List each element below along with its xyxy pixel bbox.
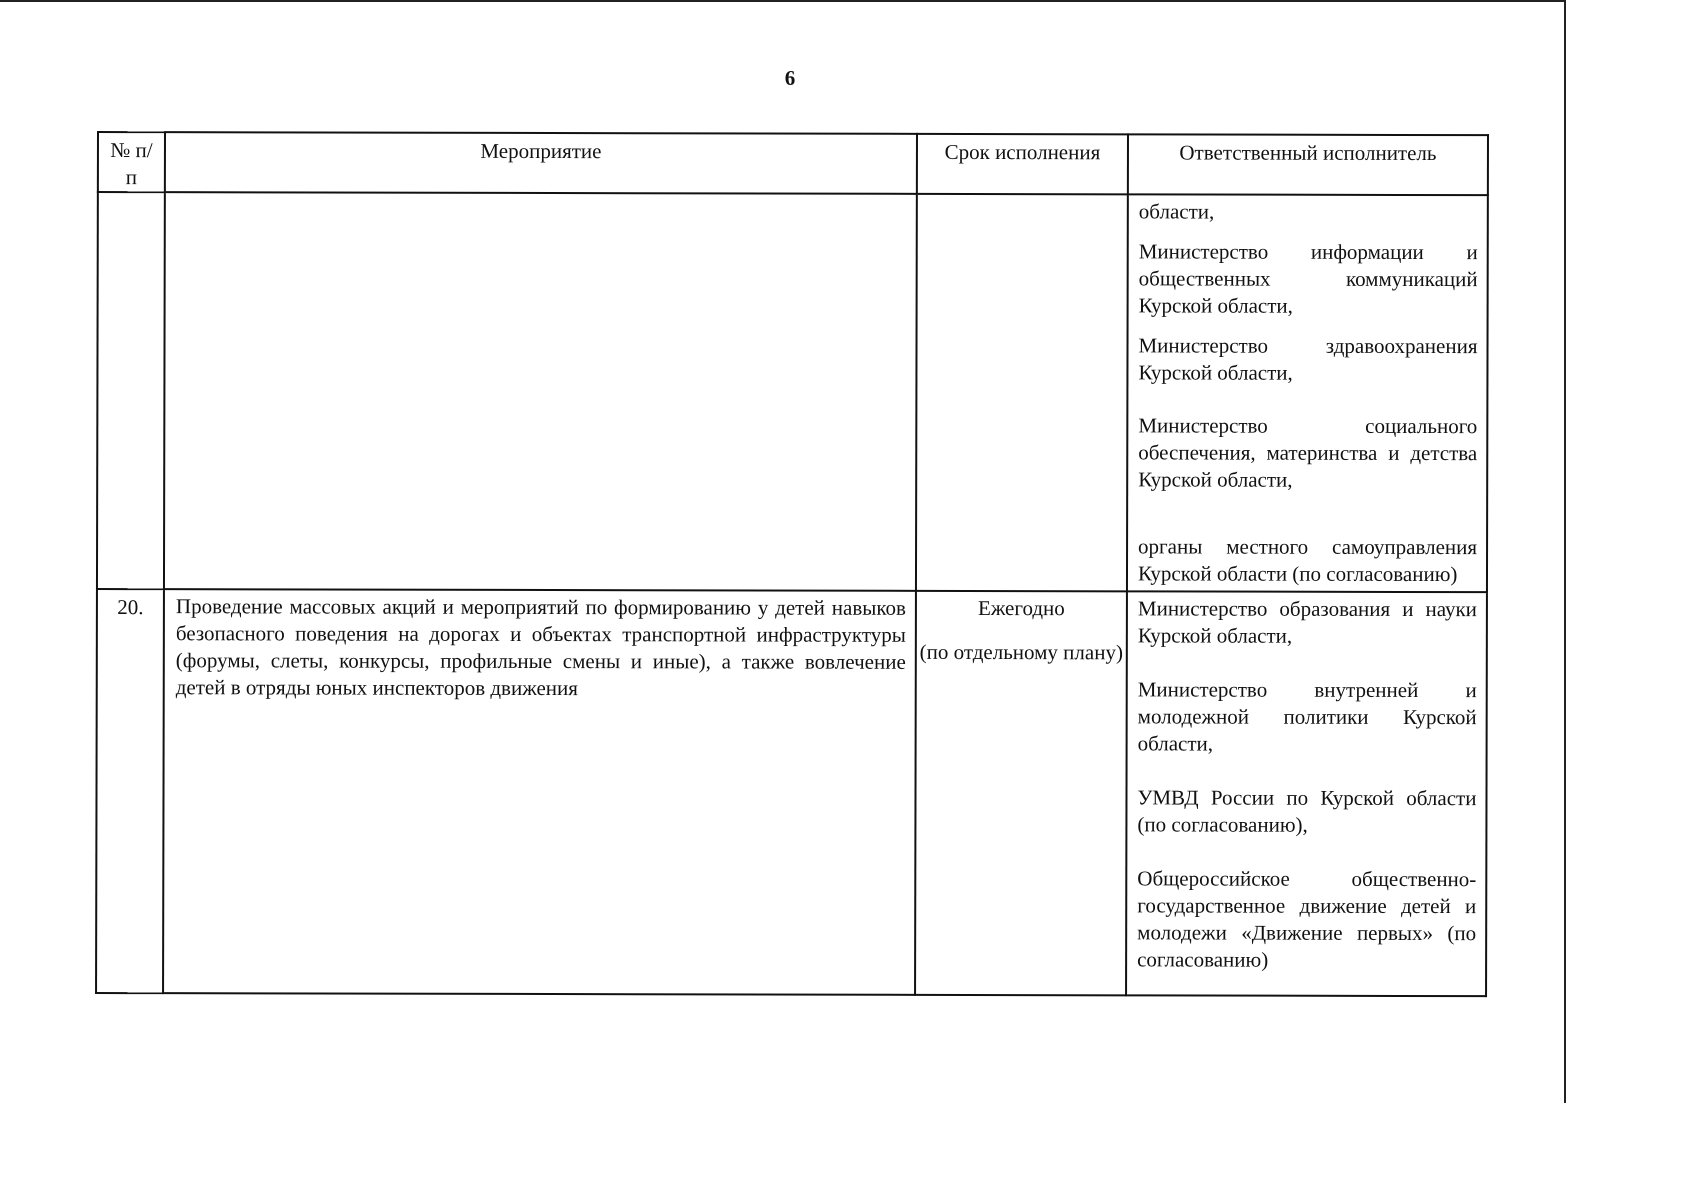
executor-item: Общероссийское общественно-государственное движение детей и молодежи «Движение первых» (по согласованию) (1137, 866, 1477, 972)
executor-item: области, (1138, 199, 1215, 224)
table-row-continued (97, 192, 1488, 592)
cell-executor-continued (1127, 194, 1488, 592)
deadline-main: Ежегодно (977, 596, 1065, 621)
executor-item: Министерство образования и науки Курской области, (1137, 596, 1477, 648)
deadline-note: (по отдельному плану) (919, 639, 1124, 665)
cell-executor-20 (1126, 591, 1487, 996)
executor-item: Министерство социального обеспечения, материнства и детства Курской области, (1138, 413, 1478, 492)
cell-deadline-continued (916, 194, 1128, 591)
header-executor: Ответственный исполнитель (1128, 134, 1488, 195)
header-deadline: Срок исполнения (917, 134, 1128, 194)
table-header-row (98, 132, 1488, 195)
header-number: № п/п (98, 132, 165, 192)
cell-number-20: 20. (96, 589, 164, 993)
executor-item: Министерство внутренней и молодежной политики Курской области, (1137, 677, 1477, 756)
cell-deadline-20 (915, 591, 1127, 995)
cell-number-continued (97, 192, 165, 589)
cell-activity-20: Проведение массовых акций и мероприятий по формированию у детей навыков безопасного поведения на дорогах и объектах транспортной инфраструктуры (форумы, слеты, конкурсы, профильные смены и иные), а также вовлечение детей в отряды юных инспекторов движения (163, 589, 916, 995)
plan-table (95, 131, 1489, 997)
page-right-edge (1564, 0, 1566, 1103)
executor-item: Министерство здравоохранения Курской области, (1138, 333, 1478, 385)
executor-item: органы местного самоуправления Курской области (по согласованию) (1137, 534, 1478, 587)
page-number: 6 (784, 66, 796, 90)
executor-item: УМВД России по Курской области (по согласованию), (1137, 785, 1477, 837)
cell-activity-continued (164, 192, 917, 591)
table-row-20 (96, 589, 1487, 996)
page-top-edge (0, 0, 1566, 2)
executor-item: Министерство информации и общественных коммуникаций Курской области, (1138, 239, 1478, 318)
header-activity: Мероприятие (165, 132, 917, 194)
